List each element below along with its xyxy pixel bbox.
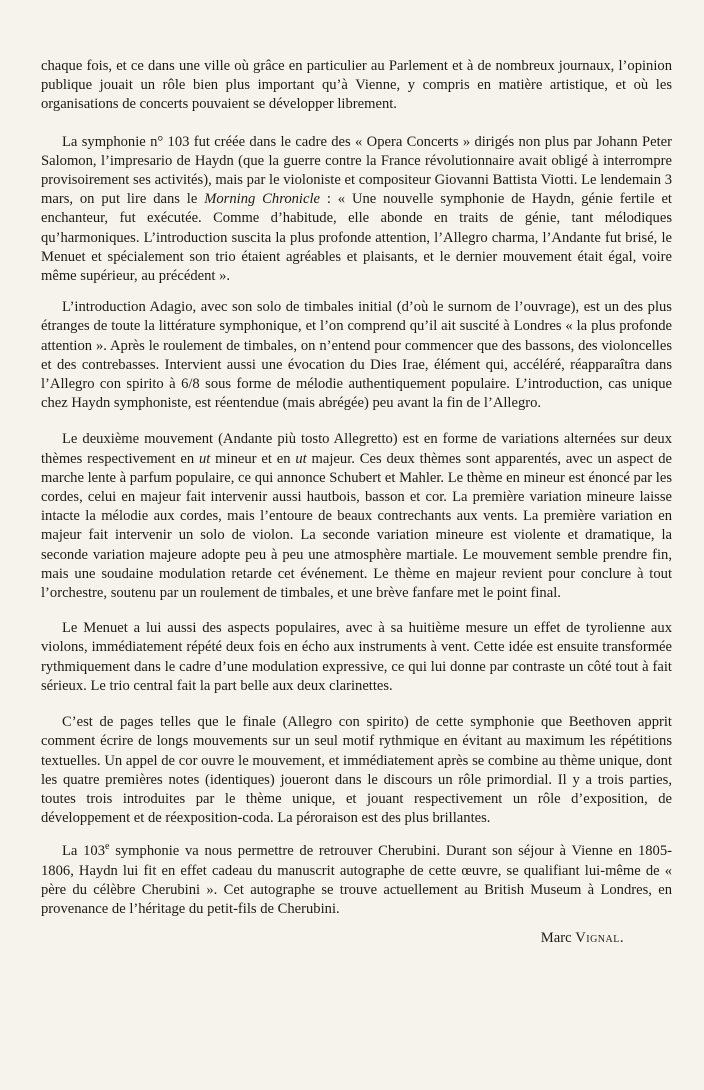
paragraph-6 [41,713,672,828]
document-page [41,57,672,948]
paragraph-7 [41,842,672,919]
paragraph-text: Le Menuet a lui aussi des aspects populaires, avec à sa huitième mesure un effet de tyrolienne aux violons, immédiatement répété deux fois en écho aux instruments à vent. Cette idée est ensuite transformée rythmiquement dans le cadre d’une modulation expressive, ce qui lui donne par contraste un côté tout à fait sérieux. Le trio central fait la part belle aux deux clarinettes. [41,620,672,694]
paragraph-text: L’introduction Adagio, avec son solo de timbales initial (d’où le surnom de l’ouvrage), est un des plus étranges de toute la littérature symphonique, et l’on comprend qu’il ait suscité à Londres « la plus profonde attention ». Après le roulement de timbales, on n’entend pour commencer que des bassons, des violoncelles et des contrebasses. Intervient aussi une évocation du Dies Irae, élément qui, accéléré, réapparaîtra dans l’Allegro con spirito à 6/8 sous forme de mélodie authentiquement populaire. L’introduction, cas unique chez Haydn symphoniste, est réentendue (mais abrégée) peu avant la fin de l’Allegro. [41,299,672,412]
paragraph-1 [41,57,672,115]
paragraph-5 [41,619,672,696]
paragraph-4 [41,430,672,603]
superscript-text: e [105,841,110,853]
paragraph-text: La 103 [62,843,106,860]
signature-first-name: Marc [540,930,572,947]
italic-text: ut [295,450,307,467]
paragraph-text: C’est de pages telles que le finale (Allegro con spirito) de cette symphonie que Beethoven apprit comment écrire de longs mouvements sur un seul motif rythmique en évitant au maximum les répétitions textuelles. Un appel de cor ouvre le mouvement, et immédiatement après se combine au thème unique, dont les quatre premières notes (identiques) joueront dans le discours un rôle primordial. Il y a trois parties, toutes trois introduites par le thème unique, et jouant respectivement un rôle d’exposition, de développement et de réexposition-coda. La péroraison est des plus brillantes. [41,714,672,827]
paragraph-text: chaque fois, et ce dans une ville où grâce en particulier au Parlement et à de nombreux journaux, l’opinion publique jouait un rôle bien plus important qu’à Vienne, y compris en matière artistique, et où les organisations de concerts pouvaient se développer librement. [41,58,672,113]
paragraph-text: majeur. Ces deux thèmes sont apparentés, avec un aspect de marche lente à parfum populaire, ce qui annonce Schubert et Mahler. Le thème en mineur est énoncé par les cordes, celui en majeur fait intervenir aussi hautbois, basson et cor. La première variation mineure laisse intacte la mélodie aux cordes, mais l’entoure de beaux contrechants aux vents. La première variation en majeur fait intervenir un solo de violon. La seconde variation mineure est violente et dramatique, la seconde variation majeure adopte peu à peu une atmosphère martiale. Le mouvement semble prendre fin, mais une soudaine modulation retarde cet événement. Le thème en majeur revient pour conclure à tout l’orchestre, soutenu par un roulement de timbales, et une brève fanfare met le point final. [41,450,672,602]
italic-text: ut [198,450,211,467]
paragraph-2 [41,133,672,287]
paragraph-text: mineur et en [210,450,296,467]
signature-last-name: Vignal. [575,930,624,947]
paragraph-text: Le deuxième mouvement (Andante più tosto Allegretto) est en forme de variations alternées sur deux thèmes respectivement en [41,431,672,467]
paragraph-text: symphonie va nous permettre de retrouver Cherubini. Durant son séjour à Vienne en 1805-1806, Haydn lui fit en effet cadeau du manuscrit autographe de cette œuvre, se qualifiant lui-même de « père du célèbre Cherubini ». Cet autographe se trouve actuellement au British Museum à Londres, en provenance de l’héritage du petit-fils de Cherubini. [41,843,672,917]
paragraph-text: La symphonie n° 103 fut créée dans le cadre des « Opera Concerts » dirigés non plus par Johann Peter Salomon, l’impresario de Haydn (que la guerre contre la France révolutionnaire avait obligé à interrompre provisoirement ses activités), mais par le violoniste et compositeur Giovanni Battista Viotti. Le lendemain 3 mars, on put lire dans le [41,133,672,208]
signature [41,929,672,948]
paragraph-3 [41,298,672,413]
paragraph-text: : « Une nouvelle symphonie de Haydn, génie fertile et enchanteur, fut exécutée. Comme d’habitude, elle abonde en traits de génie, tant mélodiques qu’harmoniques. L’introduction suscita la plus profonde attention, l’Allegro charma, l’Andante fut brisé, le Menuet et spécialement son trio étaient agréables et plaisants, et le dernier mouvement était égal, voire même supérieur, au précédent ». [41,191,672,285]
italic-text: Morning Chronicle [204,191,320,208]
